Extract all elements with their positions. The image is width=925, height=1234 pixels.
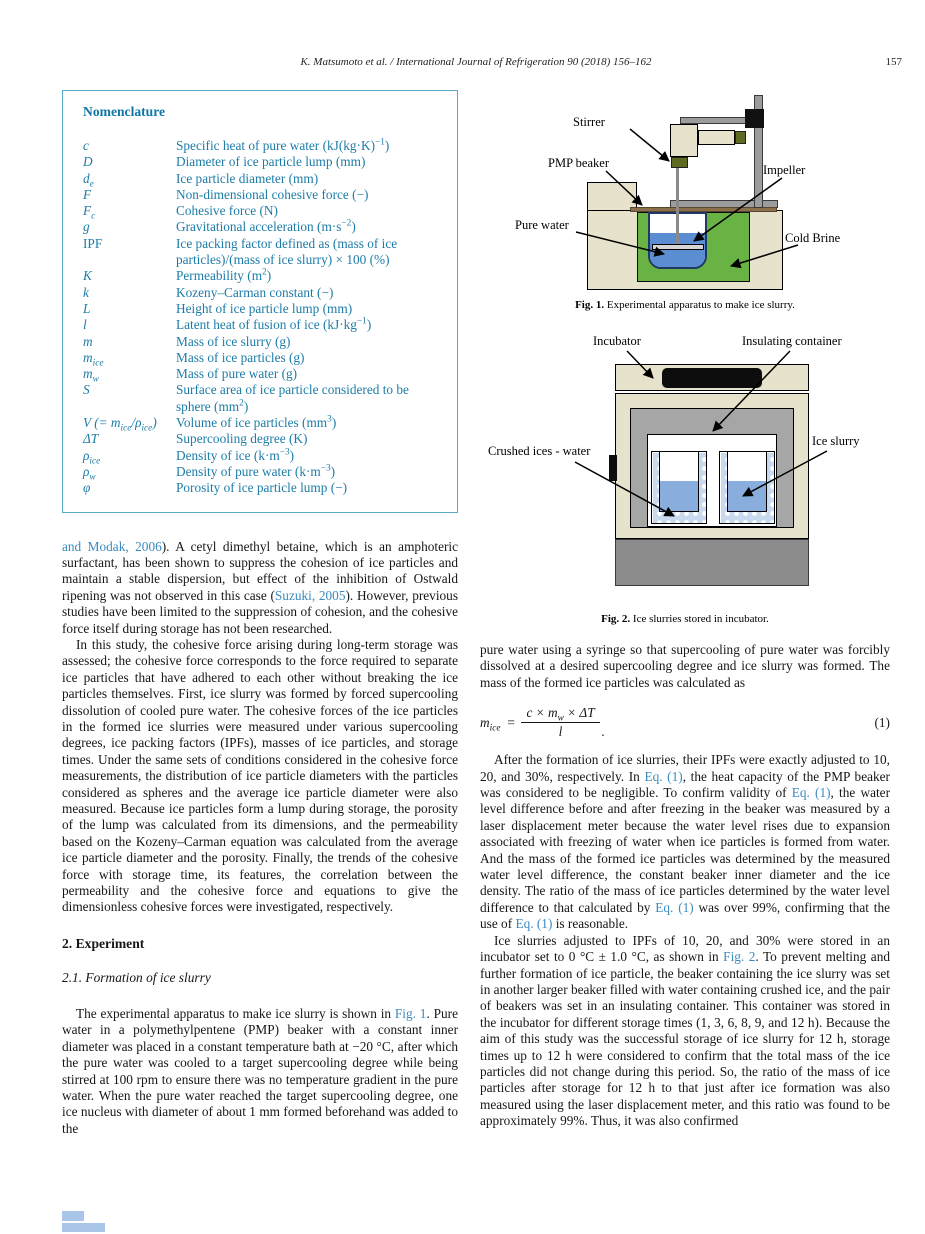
nomenclature-symbol: K <box>83 268 92 284</box>
text-segment: , the water level difference before and after freezing in the beaker was measured by a laser displacement meter because the water level rises due to expansion associated with freezing of water when ice particles is formed from water. And the mass of the formed ice particles was determined by the measured water level difference, the constant beaker inner diameter and the ice density. The ratio of the mass of ice particles determined by the water level difference to that calculated by <box>480 785 890 915</box>
nomenclature-definition: Supercooling degree (K) <box>176 431 308 447</box>
annotation-box <box>62 1223 105 1232</box>
nomenclature-definition: Latent heat of fusion of ice $(kJ\cdot kg^{-1})$ <box>176 316 372 333</box>
text-segment: ). A cetyl dimethyl betaine, which is an amphoteric surfactant, has been shown to suppress the cohesion of ice particles and maintain a stable dispersion, but effect of the inhibition of Ostwald ripening was not observed in this case ( <box>62 538 458 603</box>
nomenclature-entry <box>83 138 443 154</box>
equation-lhs: $m_{ice}$ <box>480 714 501 734</box>
nomenclature-entry <box>83 480 443 496</box>
nomenclature-entry <box>83 382 443 415</box>
nomenclature-definition: Ice particle diameter (mm) <box>176 170 319 186</box>
annotation-box <box>62 1211 84 1221</box>
left-inner-beaker <box>659 451 699 512</box>
nomenclature-symbol: $m_w$ <box>83 366 99 385</box>
nomenclature-entry <box>83 463 443 483</box>
citation-link[interactable]: and Modak, 2006 <box>62 538 162 554</box>
nomenclature-definition: Mass of pure water (g) <box>176 366 298 382</box>
nomenclature-symbol: k <box>83 284 89 300</box>
text-segment: , the heat capacity of the PMP beaker was considered to be negligible. To confirm validity of <box>480 768 890 801</box>
label-cold-brine: Cold Brine <box>785 231 841 245</box>
figure1-caption-text: Experimental apparatus to make ice slurry. <box>606 299 795 311</box>
citation-link[interactable]: Eq. (1) <box>644 768 683 784</box>
label-impeller: Impeller <box>763 163 806 177</box>
motor-arm <box>698 130 735 145</box>
text-segment: After the formation of ice slurries, their IPFs were exactly adjusted to 10, 20, and 30%, respectively. In <box>480 752 890 784</box>
nomenclature-symbol: φ <box>83 480 91 496</box>
equation-equals: = <box>506 714 516 730</box>
citation-link[interactable]: Fig. 2 <box>723 949 756 965</box>
stirrer-chuck <box>671 157 688 168</box>
nomenclature-entry <box>83 285 443 301</box>
text-segment: Ice slurries adjusted to IPFs of 10, 20, and 30% were stored in an incubator set to 0 °C ± 1.0 °C, as shown in <box>480 932 890 965</box>
incubator-display <box>662 368 762 388</box>
nomenclature-symbol: $m_{ice}$ <box>83 349 104 369</box>
stand-clamp <box>745 109 764 128</box>
stirrer-shaft <box>676 168 679 250</box>
citation-link[interactable]: Eq. (1) <box>791 785 831 801</box>
label-crushed-ices: Crushed ices - water <box>488 444 591 458</box>
nomenclature-symbol: L <box>83 300 91 316</box>
citation-link[interactable]: Fig. 1 <box>394 1005 427 1021</box>
equation-1 <box>480 705 890 740</box>
label-pure-water: Pure water <box>515 218 569 232</box>
nomenclature-symbol: $\rho_{ice}$ <box>83 447 101 467</box>
equation-body <box>480 705 605 740</box>
nomenclature-symbol: F <box>83 186 92 202</box>
text-segment: . To prevent melting and further formation of ice particle, the beaker containing the ice slurry was set in another larger beaker filled with water containing crushed ice, and the pair of beakers was set in an insulating container. This container was stored in the incubator for different storage times (1, 3, 6, 8, 9, and 12 h). Because the aim of this study was the successful storage of ice slurry for 12 h, storage times up to 12 h were considered to confirm that the total mass of the ice particles did not change during this period. So, the ratio of the mass of ice particles after storage for 12 h to that just after ice formation was also measured using the laser displacement meter, and this ratio was found to be approximately 99%. Thus, it was also confirmed <box>480 949 890 1129</box>
nomenclature-entry <box>83 317 443 333</box>
nomenclature-entry <box>83 447 443 467</box>
nomenclature-definition: Kozeny–Carman constant (−) <box>176 284 334 300</box>
label-incubator: Incubator <box>593 334 641 348</box>
citation-link[interactable]: Eq. (1) <box>655 899 694 915</box>
figure1-caption-label: Fig. 1. <box>575 299 605 311</box>
nomenclature-symbol: l <box>83 317 87 333</box>
nomenclature-definition: Diameter of ice particle lump (mm) <box>176 154 366 170</box>
nomenclature-definition: Porosity of ice particle lump (−) <box>176 480 348 496</box>
motor-end-cap <box>735 131 746 144</box>
nomenclature-definition: Gravitational acceleration $(m\cdot s^{-2})$ <box>176 219 356 235</box>
left-column <box>62 90 458 1137</box>
nomenclature-box <box>62 90 458 513</box>
nomenclature-entry <box>83 268 443 284</box>
nomenclature-symbol: $\rho_w$ <box>83 463 96 483</box>
citation-link[interactable]: Suzuki, 2005 <box>274 587 346 603</box>
nomenclature-definition: Density of ice $(k\cdot m^{-3})$ <box>176 447 295 463</box>
equation-period: . <box>601 724 605 740</box>
paragraph <box>62 539 458 637</box>
figure2-caption <box>480 613 890 626</box>
nomenclature-symbol: g <box>83 219 90 235</box>
incubator-base <box>615 539 809 586</box>
nomenclature-definition: Volume of ice particles $(mm^3)$ <box>176 414 337 431</box>
figure2-caption-label: Fig. 2. <box>601 613 631 625</box>
figure1-caption <box>480 299 890 312</box>
equation-fraction <box>521 705 599 740</box>
paragraph <box>62 1006 458 1137</box>
nomenclature-entry <box>83 349 443 369</box>
equation-numerator: $c \times m_w \times \Delta T$ <box>521 705 599 723</box>
right-inner-beaker <box>727 451 767 512</box>
nomenclature-definition: Surface area of ice particle considered to be sphere $(mm^2)$ <box>176 382 409 414</box>
nomenclature-definition: Permeability $(m^2)$ <box>176 267 272 284</box>
nomenclature-definition: Mass of ice slurry (g) <box>176 333 291 349</box>
nomenclature-symbol: S <box>83 382 90 398</box>
nomenclature-symbol: ΔT <box>83 431 99 447</box>
nomenclature-entry <box>83 154 443 170</box>
label-pmp-beaker: PMP beaker <box>548 156 609 170</box>
paragraph <box>480 933 890 1130</box>
nomenclature-symbol: D <box>83 154 93 170</box>
nomenclature-definition: Height of ice particle lump (mm) <box>176 300 353 316</box>
nomenclature-entry <box>83 236 443 269</box>
figure1-canvas <box>480 90 890 295</box>
right-column <box>480 90 890 1130</box>
stirrer-motor <box>670 124 698 157</box>
nomenclature-entry <box>83 170 443 190</box>
nomenclature-definition: Mass of ice particles (g) <box>176 349 305 365</box>
nomenclature-definition: Cohesive force (N) <box>176 203 278 219</box>
figure2-caption-text: Ice slurries stored in incubator. <box>632 613 769 625</box>
nomenclature-entry <box>83 366 443 385</box>
nomenclature-entries <box>83 138 443 497</box>
text-segment: was over 99%, confirming that the use of <box>480 899 890 932</box>
impeller-blade <box>652 244 704 250</box>
nomenclature-entry <box>83 334 443 350</box>
subsection-heading: 2.1. Formation of ice slurry <box>62 969 211 985</box>
nomenclature-entry <box>83 301 443 317</box>
nomenclature-entry <box>83 431 443 447</box>
nomenclature-symbol: IPF <box>83 235 103 251</box>
nomenclature-entry <box>83 203 443 222</box>
nomenclature-symbol: $F_c$ <box>83 203 96 222</box>
nomenclature-symbol: c <box>83 138 89 153</box>
nomenclature-definition: Specific heat of pure water $(kJ(kg\cdot K)^{-1})$ <box>176 137 390 153</box>
paragraph: In this study, the cohesive force arising during long-term storage was assessed; the cohesive force corresponds to the force required to separate ice particles that have adhered to each other without breaking the ice particles themselves. First, ice slurry was formed by forced supercooling dissolution of cooled pure water. The cohesive forces of the ice particles in the formed ice slurries were measured under various supercooling degrees, ice packing factors (IPFs), masses of ice particles, and storage times. Under the same sets of conditions considered in the cohesive force measurements, the distribution of ice particle diameters with the particles considered as spheres and the average ice particle diameter were also measured. Because ice particles form a lump during storage, the porosity of the lump was calculated from its dimensions, and the permeability based on the Kozeny–Carman equation was calculated from the average ice particle diameter and the porosity. Finally, the trends of the cohesive force with storage time, its features, the correlation between the permeability and the cohesive force and equations to give the dimensionless cohesive forces were investigated, respectively. <box>62 636 458 915</box>
nomenclature-entry <box>83 187 443 203</box>
citation-link[interactable]: Eq. (1) <box>515 916 553 932</box>
paragraph: pure water using a syringe so that supercooling of pure water was forcibly dissolved at a desired supercooling degree and ice slurry was formed. The mass of the formed ice particles was calculated as <box>480 642 890 690</box>
nomenclature-entry <box>83 219 443 235</box>
equation-denominator: l <box>558 724 563 740</box>
nomenclature-definition: Non-dimensional cohesive force (−) <box>176 186 369 202</box>
nomenclature-definition: Density of pure water $(k\cdot m^{-3})$ <box>176 463 336 479</box>
running-title: K. Matsumoto et al. / International Journal of Refrigeration 90 (2018) 156–162 <box>300 56 652 68</box>
label-insulating-container: Insulating container <box>742 334 842 348</box>
label-stirrer: Stirrer <box>573 115 605 129</box>
incubator-side-knob <box>609 455 617 481</box>
section-heading: 2. Experiment <box>62 935 145 951</box>
right-ice-slurry-fill <box>728 481 766 511</box>
text-segment: . Pure water in a polymethylpentene (PMP) beaker with a constant inner diameter was placed in a constant temperature bath at −20 °C, after which the pure water was cooled to a target supercooling degree while being stirred at 100 rpm to ensure there was no temperature gradient in the pure water. When the pure water reached the target supercooling degree, one ice nucleus with diameter of about 1 mm formed beforehand was added to the <box>62 1005 458 1136</box>
left-ice-slurry-fill <box>660 481 698 511</box>
nomenclature-symbol: m <box>83 333 93 349</box>
nomenclature-entry <box>83 414 443 434</box>
nomenclature-title: Nomenclature <box>83 104 166 119</box>
nomenclature-symbol: $d_e$ <box>83 170 94 190</box>
page-number: 157 <box>885 56 902 68</box>
text-segment: is reasonable. <box>552 916 629 932</box>
text-segment: The experimental apparatus to make ice slurry is shown in <box>76 1005 395 1021</box>
label-ice-slurry: Ice slurry <box>812 434 860 448</box>
nomenclature-definition: Ice packing factor defined as (mass of ice particles)/(mass of ice slurry) × 100 (%) <box>176 235 398 268</box>
nomenclature-symbol: V (= $m_{ice}/\rho_{ice}$) <box>83 415 157 434</box>
figure2-canvas <box>480 334 890 589</box>
equation-number: (1) <box>874 714 890 730</box>
paragraph <box>480 752 890 932</box>
text-segment: ). However, previous studies have been limited to the suppression of cohesion, and the cohesive force itself during storage has not been researched. <box>62 587 458 636</box>
